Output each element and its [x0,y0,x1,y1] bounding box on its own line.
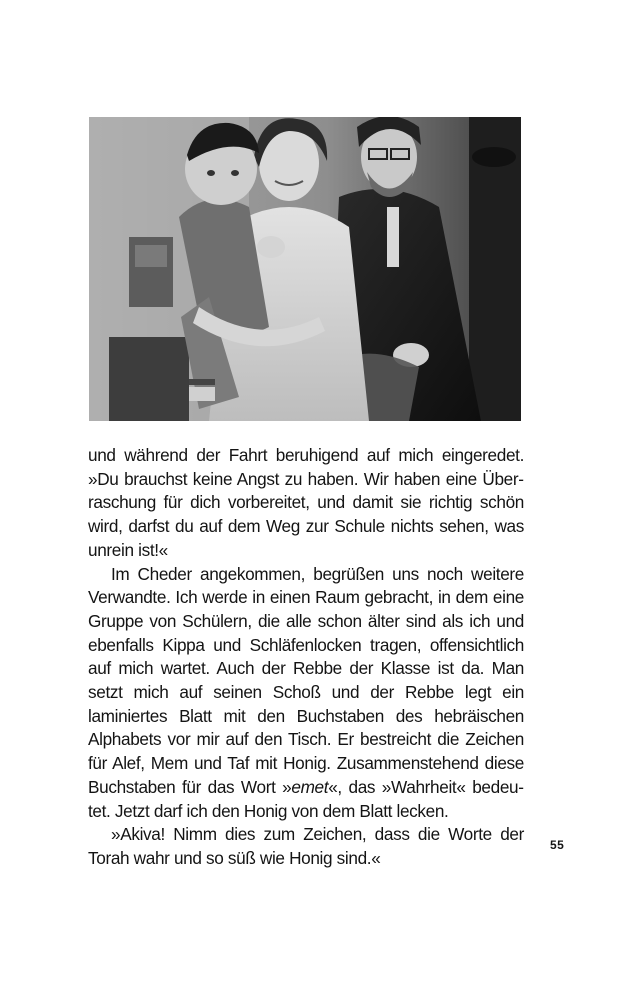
paragraph-3: »Akiva! Nimm dies zum Zeichen, dass die Worte der Torah wahr und so süß wie Honig sind.« [88,824,524,868]
family-photo-icon [89,117,521,421]
paragraph-2-text-end: «, das »Wahrheit« bedeutet. Jetzt darf ich den Honig von dem Blatt lecken. [88,776,524,821]
page-number: 55 [550,838,565,852]
paragraph-2 [88,563,524,824]
family-photo [89,117,521,421]
body-text [88,444,524,871]
paragraph-1: und während der Fahrt beruhigend auf mich eingeredet. »Du brauchst keine Angst zu haben. Wir haben eine Überraschung für dich vorbereitet, und damit sie richtig schön wird, darfst du auf dem Weg zur Schule nichts sehen, was unrein ist!« [88,445,524,560]
emphasis-emet: emet [291,776,329,797]
paragraph-2-text-start: Im Cheder angekommen, begrüßen uns noch weitere Verwandte. Ich werde in einen Raum gebracht, in dem eine Gruppe von Schülern, die alle schon älter sind als ich und ebenfalls Kippa und Schläfenlocken tragen, offensichtlich auf mich wartet. Auch der Rebbe der Klasse ist da. Man setzt mich auf seinen Schoß und der Rebbe legt ein laminiertes Blatt mit den Buchstaben des hebräischen Alphabets vor mir auf den Tisch. Er bestreicht die Zeichen für Alef, Mem und Taf mit Honig. Zusammenstehend diese Buchstaben für das Wort » [88,563,524,797]
